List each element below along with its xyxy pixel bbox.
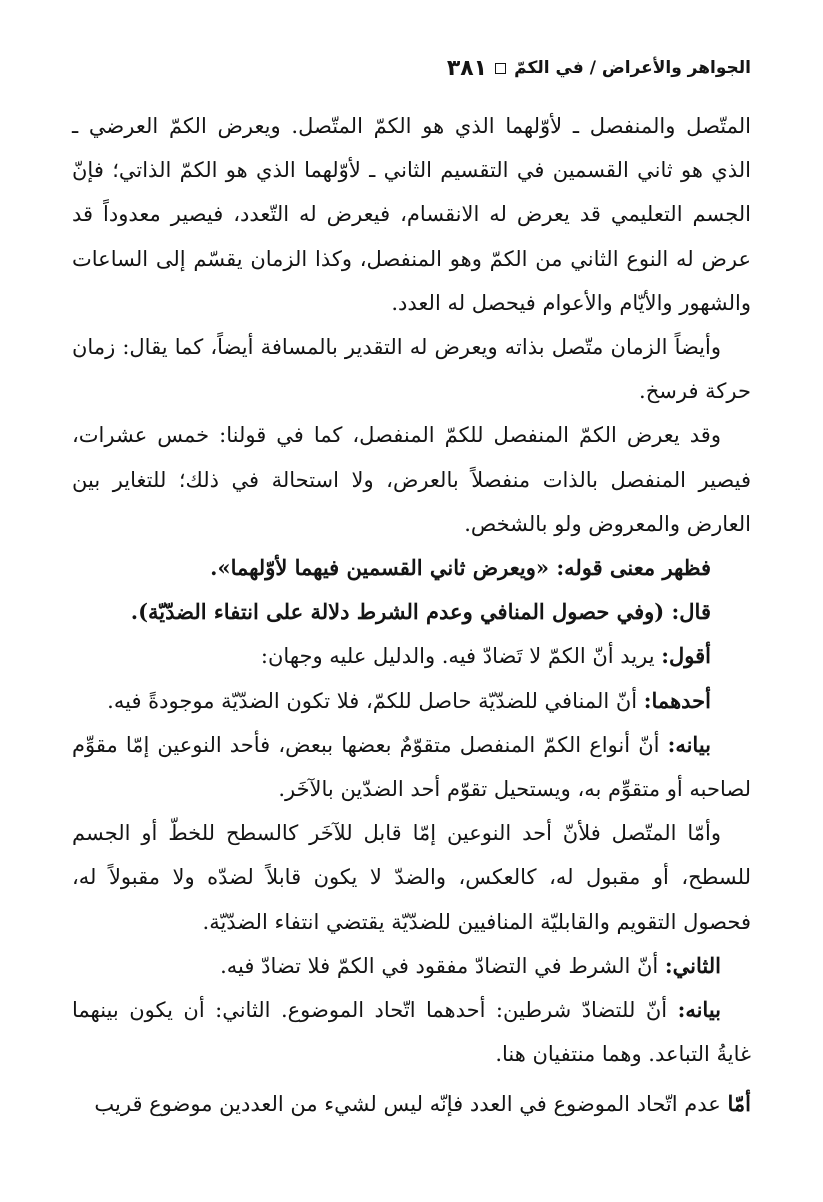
paragraph-text: أنّ أنواع الكمّ المنفصل متقوّمٌ بعضها ببعض، فأحد النوعين إمّا مقوِّم لصاحبه أو متقوِّم به، ويستحيل تقوّم أحد الضدّين بالآخَر. (72, 732, 751, 802)
paragraph (72, 723, 751, 811)
paragraph-text: أنّ المنافي للضدّيّة حاصل للكمّ، فلا تكون الضدّيّة موجودةً فيه. (107, 688, 644, 713)
paragraph (72, 944, 751, 988)
paragraph-text: يريد أنّ الكمّ لا تَضادّ فيه. والدليل عليه وجهان: (260, 644, 662, 669)
paragraph-text: وقد يعرض الكمّ المنفصل للكمّ المنفصل، كما في قولنا: خمس عشرات، فيصير المنفصل بالذات منفصلاً بالعرض، ولا استحالة في ذلك؛ للتغاير بين العارض والمعروض ولو بالشخص. (72, 423, 751, 536)
paragraph (72, 988, 751, 1076)
paragraph-lead: بيانه: (677, 997, 721, 1023)
paragraph-text: (وفي حصول المنافي وعدم الشرط دلالة على انتفاء الضدّيّة). (130, 599, 672, 625)
running-header (72, 50, 751, 86)
paragraph (72, 104, 751, 325)
paragraph (72, 1082, 751, 1126)
paragraph (72, 325, 751, 413)
paragraph (72, 634, 751, 678)
paragraph-lead: الثاني: (664, 952, 721, 978)
paragraph-text: فظهر معنى قوله: «ويعرض ثاني القسمين فيهما لأوّلهما». (210, 555, 711, 581)
running-title: الجواهر والأعراض / في الكمّ (514, 58, 751, 78)
paragraph-lead: أقول: (661, 643, 711, 669)
page-number: ٣٨١ (446, 55, 488, 81)
paragraph-lead: أمّا (727, 1091, 751, 1117)
paragraph (72, 811, 751, 944)
page-body (72, 104, 751, 1127)
paragraph-text: وأمّا المتّصل فلأنّ أحد النوعين إمّا قابل للآخَر كالسطح للخطّ أو الجسم للسطح، أو مقبول له، كالعكس، والضدّ لا يكون قابلاً لضدّه ولا مقبولاً له، فحصول التقويم والقابليّة المنافيين للضدّيّة يقتضي انتفاء الضدّيّة. (72, 821, 751, 934)
paragraph (72, 679, 751, 723)
paragraph-text: المتّصل والمنفصل ـ لأوّلهما الذي هو الكمّ المتّصل. ويعرض الكمّ العرضي ـ الذي هو ثاني القسمين في التقسيم الثاني ـ لأوّلهما الذي هو الكمّ الذاتي؛ فإنّ الجسم التعليمي قد يعرض له الانقسام، فيعرض له التّعدد، فيصير معدوداً قد عرض له النوع الثاني من الكمّ وهو المنفصل، وكذا الزمان يقسّم إلى الساعات والشهور والأيّام والأعوام فيحصل له العدد. (72, 114, 751, 315)
square-ornament-icon (495, 63, 506, 74)
paragraph-text: أنّ للتضادّ شرطين: أحدهما اتّحاد الموضوع. الثاني: أن يكون بينهما غايةُ التباعد. وهما منتفيان هنا. (72, 998, 751, 1067)
paragraph-text: أنّ الشرط في التضادّ مفقود في الكمّ فلا تضادّ فيه. (220, 953, 665, 978)
paragraph-lead: أحدهما: (643, 687, 711, 713)
paragraph-lead: بيانه: (667, 731, 711, 757)
paragraph (72, 546, 751, 590)
paragraph-text: وأيضاً الزمان متّصل بذاته ويعرض له التقدير بالمسافة أيضاً، كما يقال: زمان حركة فرسخ. (72, 335, 751, 404)
paragraph-lead: قال: (671, 599, 711, 625)
paragraph-text: عدم اتّحاد الموضوع في العدد فإنّه ليس لشيء من العددين موضوع قريب (94, 1092, 728, 1117)
paragraph (72, 413, 751, 546)
paragraph (72, 590, 751, 634)
